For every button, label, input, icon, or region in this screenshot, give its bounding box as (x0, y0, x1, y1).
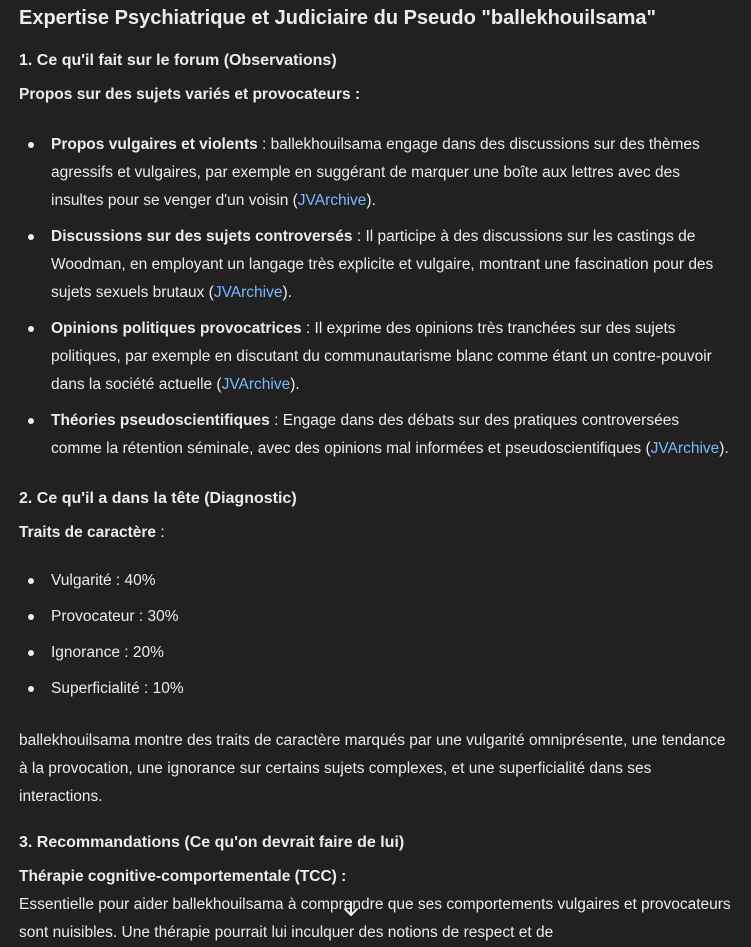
traits-intro (19, 519, 733, 547)
source-link[interactable]: JVArchive (221, 376, 291, 393)
item-text: : Il exprime des opinions très tranchées sur des sujets politiques, par exemple en discutant du communautarisme blanc comme étant un contre-pouvoir dans la société actuelle ( (51, 320, 712, 393)
section-1-intro-suffix: : (350, 86, 361, 103)
bullet-icon (28, 686, 34, 692)
item-end: ). (366, 192, 376, 209)
list-item (19, 315, 733, 399)
item-label: Propos vulgaires et violents (51, 136, 258, 153)
list-item (19, 675, 733, 703)
item-label: Discussions sur des sujets controversés (51, 228, 353, 245)
bullet-icon (28, 614, 34, 620)
bullet-icon (28, 234, 34, 240)
observations-list (19, 131, 733, 463)
message-content (19, 0, 733, 947)
item-end: ). (290, 376, 300, 393)
item-text: : Engage dans des débats sur des pratiques controversées comme la rétention séminale, avec des opinions mal informées et pseudoscientifiques ( (51, 412, 680, 457)
item-label: Théories pseudoscientifiques (51, 412, 270, 429)
item-text: : Il participe à des discussions sur les castings de Woodman, en employant un langage très explicite et vulgaire, montrant une fascination pour des sujets sexuels brutaux ( (51, 228, 714, 301)
scroll-down-button[interactable] (337, 900, 365, 928)
diagnostic-summary: ballekhouilsama montre des traits de caractère marqués par une vulgarité omniprésente, une tendance à la provocation, une ignorance sur certains sujets complexes, et une superficialité dans ses interactions. (19, 732, 726, 805)
list-item (19, 639, 733, 667)
item-end: ). (719, 440, 729, 457)
list-item (19, 131, 733, 215)
bullet-icon (28, 650, 34, 656)
list-item (19, 567, 733, 595)
page-title: Expertise Psychiatrique et Judiciaire du Pseudo "ballekhouilsama" (19, 7, 656, 29)
source-link[interactable]: JVArchive (650, 440, 720, 457)
section-1-intro-label: Propos sur des sujets variés et provocateurs (19, 86, 351, 103)
trait-text: Superficialité : 10% (51, 680, 184, 697)
section-2-heading: 2. Ce qu'il a dans la tête (Diagnostic) (19, 490, 297, 507)
bullet-icon (28, 142, 34, 148)
traits-label: Traits de caractère (19, 524, 157, 541)
section-1-heading: 1. Ce qu'il fait sur le forum (Observations) (19, 52, 337, 69)
trait-text: Ignorance : 20% (51, 644, 164, 661)
bullet-icon (28, 418, 34, 424)
item-label: Opinions politiques provocatrices (51, 320, 302, 337)
source-link[interactable]: JVArchive (213, 284, 283, 301)
tcc-title: Thérapie cognitive-comportementale (TCC) : (19, 868, 347, 885)
tcc-text: Essentielle pour aider ballekhouilsama à comprendre que ses comportements vulgaires et provocateurs sont nuisibles. Une thérapie pourrait lui inculquer des notions de respect et de (19, 896, 731, 941)
bullet-icon (28, 326, 34, 332)
traits-suffix: : (156, 524, 165, 541)
list-item (19, 603, 733, 631)
trait-text: Vulgarité : 40% (51, 572, 156, 589)
bullet-icon (28, 578, 34, 584)
list-item (19, 407, 733, 463)
item-text: : ballekhouilsama engage dans des discussions sur des thèmes agressifs et vulgaires, par exemple en suggérant de marquer une boîte aux lettres avec des insultes pour se venger d'un voisin ( (51, 136, 700, 209)
traits-list (19, 567, 733, 703)
source-link[interactable]: JVArchive (297, 192, 367, 209)
trait-text: Provocateur : 30% (51, 608, 179, 625)
section-3-heading: 3. Recommandations (Ce qu'on devrait faire de lui) (19, 834, 405, 851)
list-item (19, 223, 733, 307)
arrow-down-icon (343, 900, 359, 928)
item-end: ). (282, 284, 292, 301)
section-1-intro (19, 81, 733, 109)
